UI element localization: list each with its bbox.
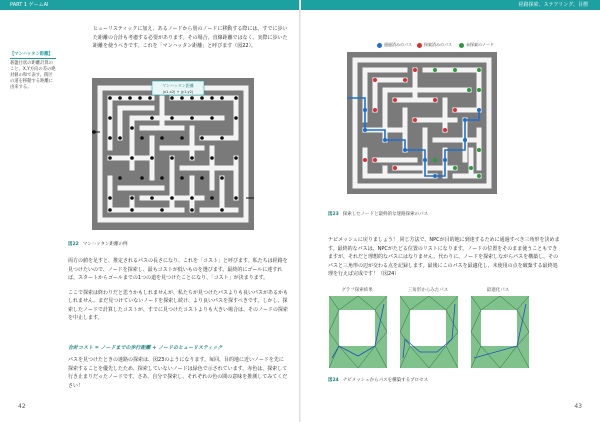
right-page-number: 43 — [574, 403, 582, 410]
navmesh-panel-graph — [329, 296, 387, 368]
legend-explored-label: 探索済みのパス — [424, 42, 452, 47]
left-header-text: PART 1 ゲームAI — [10, 2, 49, 8]
legend-visited-path — [377, 42, 412, 48]
sidebar-body: 碁盤目状の距離計算のこと。X,Y方向の差の絶対値の和で表す。街区の道を移動する距離に由来する。 — [10, 61, 56, 90]
legend-unexplored-label: 未探索のノード — [466, 42, 494, 47]
figure-24-caption — [328, 377, 428, 383]
left-paragraph-1: ヒューリスティックに加え、あるノードから別のノードに移動する際には、すでに歩いた距離の合計も考慮する必要があります。その場合、直線距離ではなく、実際に歩いた距離を使うべきです。これを「マンハッタン距離」と呼びます（図22）。 — [93, 26, 288, 49]
page-gutter — [299, 0, 301, 422]
left-header-bar — [0, 0, 299, 10]
legend-visited-swatch — [377, 43, 382, 48]
manhattan-box-formula: |x1-x2| + |y1-y2| — [162, 90, 194, 94]
legend-unexplored-node — [459, 42, 494, 48]
figure-22-label: 図22 — [68, 242, 79, 247]
left-closing-text — [68, 356, 288, 396]
legend-explored-path — [417, 42, 452, 48]
manhattan-box-label: マンハッタン距離 — [162, 83, 194, 88]
left-paragraph-2: 両方の値を足すと、推定されるパスの長さになり、これを「コスト」と呼びます。私たちは経路を見つけたいので、ノードを探索し、最もコストが低いものを選びます。最終的にゴールに達すれば、スタートからゴールまでの1つの道を見つけたことになり、「コスト」が決まります。 — [68, 258, 288, 281]
figure-22-caption — [68, 241, 127, 247]
panel-title-graph: グラフ探索結果 — [341, 288, 373, 293]
right-header-bar — [301, 0, 600, 10]
navmesh-panel-optimized — [471, 296, 529, 368]
figure-24-caption-text: ナビメッシュからパスを構築するプロセス — [342, 378, 429, 383]
figure-23-label: 図23 — [328, 212, 339, 217]
figure-24-label: 図24 — [328, 378, 339, 383]
manhattan-maze-figure — [92, 78, 254, 230]
left-page-number: 42 — [18, 403, 26, 410]
sidebar-note — [10, 52, 56, 91]
left-intro-text — [93, 25, 289, 57]
right-header-text: 経路探索、ステアリング、目標 — [518, 2, 588, 8]
right-body-text — [328, 236, 562, 285]
figure-22-caption-text: マンハッタン距離の例 — [82, 242, 128, 247]
right-paragraph-1: ナビメッシュに戻りましょう！ 同じ方法で、NPCが目的地に到達するために通過すべき三角形を決めます。最終的なパスは、NPCがたどる位置のリストになります。ノードの位置をそのまま使うこともできますが、それだと理想的なパスにはなりません。代わりに、ノードを探索しながらパスを構築し、そのパスと三角形の辺が交わる点を記録します。最後にこのパスを最適化し、未使用の点を破棄する最終処理を行えば完成です！（図24） — [328, 237, 560, 277]
panel-title-optimized: 最適化パス — [486, 288, 510, 293]
total-cost-subhead: 合計コスト = ノードまでの歩行距離 + ノードのヒューリスティック — [68, 345, 223, 351]
figure-23-caption — [328, 211, 428, 217]
explored-maze-figure — [347, 52, 497, 194]
left-paragraph-4: パスを見つけたときの迷路の探索は、図23のようになります。毎回、目的地に近いノードを先に探索することを優先したため、探索していないノードは緑色で示されています。赤色は、探索して行き止まりだったノードです。さあ、自分で探索し、それぞれの色の間の意味を推測してみてください！ — [68, 357, 288, 389]
legend-unexplored-swatch — [459, 43, 464, 48]
figure-23-caption-text: 探索したノードと最終的な迷路探索のパス — [342, 212, 429, 217]
legend-visited-label: 通過済みのパス — [384, 42, 412, 47]
left-paragraph-3: ここで探索は終わりだと思うかもしれませんが、私たちが見つけたパスよりも良いパスがあるかもしれません。まだ見つけていないノードを探索し続け、より良いパスを探すべきです。しかし、探索したノードで計算したコストが、すでに見つけたコストよりも大きい場合は、そのノードの探索を中止します。 — [68, 289, 289, 321]
sidebar-title: 【マンハッタン距離】 — [10, 52, 56, 59]
legend-explored-swatch — [417, 43, 422, 48]
navmesh-panel-triangle — [400, 296, 458, 368]
panel-title-triangle: 三角形からみたパス — [407, 288, 449, 293]
left-body-text — [68, 257, 288, 329]
